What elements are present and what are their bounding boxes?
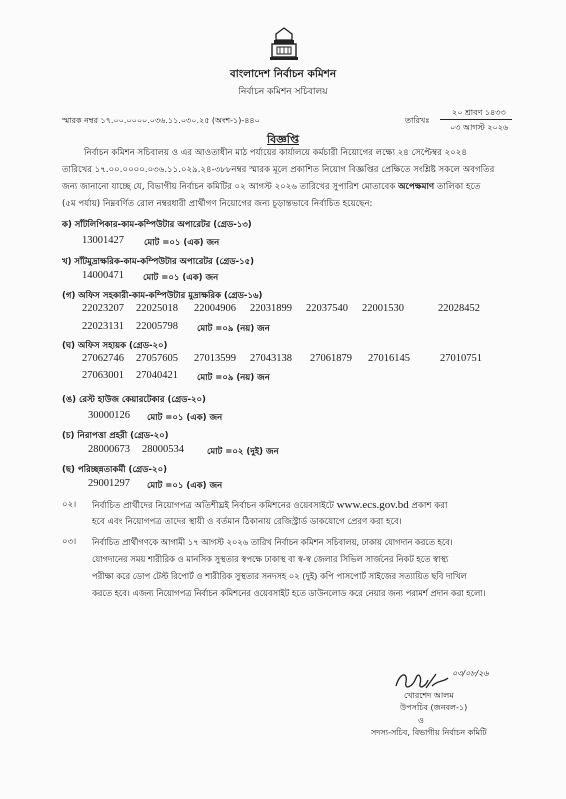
roll-number: 22023207 — [82, 303, 124, 314]
roll-number: 28000534 — [142, 444, 184, 455]
section-chha-total: মোট =০১ (এক) জন — [147, 481, 223, 491]
intro-line-4: (৫ম পর্যায়) নিম্নবর্ণিত রোল নম্বরধারী প্রার্থীগণ নিয়োগের জন্য চূড়ান্তভাবে নির্বাচিত হয়েছেন: — [62, 199, 373, 209]
organization-name: বাংলাদেশ নির্বাচন কমিশন — [229, 68, 337, 80]
intro-line-1: নির্বাচন কমিশন সচিবালয় ও এর আওতাধীন মাঠ পর্যায়ের কার্যালয়ে কর্মচারী নিয়োগের লক্ষ্যে ২৪ সেপ্টেম্বর ২০২৪ — [84, 148, 467, 158]
secretariat-name: নির্বাচন কমিশন সচিবালয় — [238, 87, 328, 97]
section-nga-total: মোট =০১ (এক) জন — [147, 413, 223, 423]
section-cha-heading: (চ) নিরাপত্তা প্রহরী (গ্রেড-২০) — [62, 431, 169, 441]
section-ga-total: মোট =০৯ (নয়) জন — [197, 324, 270, 334]
roll-number: 27010751 — [440, 353, 482, 364]
section-ka-total: মোট =০১ (এক) জন — [144, 238, 220, 248]
roll-number: 13001427 — [82, 235, 124, 246]
signatory-name: খোরশেদ আলম — [404, 691, 454, 700]
date-english: ০৩ আগস্ট ২০২৬ — [450, 123, 509, 132]
roll-number: 22037540 — [306, 303, 348, 314]
roll-number: 22028452 — [438, 303, 480, 314]
note-02-line-1 — [92, 497, 447, 515]
roll-number: 27057605 — [136, 353, 178, 364]
intro-line-3-text: জন্য জানানো যাচ্ছে যে, বিভাগীয় নির্বাচন কমিটির ০২ আগস্ট ২০২৬ তারিখের সুপারিশ মোতাবেক — [62, 182, 396, 192]
roll-number: 22005798 — [136, 321, 178, 332]
government-emblem — [268, 26, 300, 62]
roll-number: 14000471 — [82, 270, 124, 281]
section-nga-heading: (ঙ) রেস্ট হাউজ কেয়ারটেকার (গ্রেড-২০) — [62, 395, 206, 405]
note-03-line-3: পরীক্ষা করে ডোপ টেস্ট রিপোর্ট ও শারীরিক সুস্থতার সনদসহ ০২ (দুই) কপি পাসপোর্ট সাইজের সত্যায়িত ছবি দাখিল — [92, 571, 467, 581]
roll-number: 22031899 — [250, 303, 292, 314]
intro-line-2: তারিখের ১৭.০০.০০০০.০৩৬.১১.০২৯.২৪-৩৮৮নম্বর স্মারক মূলে প্রকাশিত নিয়োগ বিজ্ঞপ্তির প্রেক্ষিতে সংশ্লিষ্ট সকলে অবগতির — [62, 165, 495, 175]
memo-number: স্মারক নম্বর ১৭.০০.০০০০.০৩৬.১১.০৩০.২৫ (অংশ-১)-৪৪০ — [62, 116, 260, 125]
section-gha-heading: (ঘ) অফিস সহায়ক (গ্রেড-২০) — [62, 341, 168, 351]
intro-line-3 — [62, 179, 480, 196]
roll-number: 29001297 — [88, 478, 130, 489]
section-kha-heading: খ) সাঁটমুদ্রাক্ষরিক-কাম-কম্পিউটার অপারেটর (গ্রেড-১৫) — [62, 257, 255, 267]
roll-number: 22023131 — [82, 321, 124, 332]
note-02-number: ০২। — [62, 500, 77, 510]
date-label: তারিখঃ — [405, 116, 430, 125]
section-gha-total: মোট =০৯ (নয়) জন — [197, 373, 270, 383]
date-bangla: ২০ শ্রাবণ ১৪৩৩ — [452, 108, 506, 117]
roll-number: 22001530 — [362, 303, 404, 314]
note-02-text: নির্বাচিত প্রার্থীদের নিয়োগপত্র অতিশীঘ্রই নির্বাচন কমিশনের ওয়েবসাইটে — [92, 501, 334, 511]
section-ga-heading: (গ) অফিস সহকারী-কাম-কম্পিউটার মুদ্রাক্ষরিক (গ্রেড-১৬) — [62, 291, 263, 301]
section-kha-total: মোট =০১ (এক) জন — [143, 273, 219, 283]
signatory-designation: উপসচিব (জনবল-১) — [400, 703, 468, 712]
note-02-text-tail: প্রকাশ করা — [411, 501, 448, 511]
roll-number: 27062746 — [82, 353, 124, 364]
date-divider — [440, 119, 512, 120]
signature-date: ০৩/০৮/২৬ — [452, 669, 489, 678]
section-ka-heading: ক) সাঁটলিপিকার-কাম-কম্পিউটার অপারেটর (গ্রেড-১৩) — [62, 220, 252, 230]
note-03-line-1: নির্বাচিত প্রার্থীগণকে আগামী ১৭ আগস্ট ২০২৬ তারিখ নির্বাচন কমিশন সচিবালয়, ঢাকায় যোগদান করতে হবে। — [92, 537, 453, 547]
roll-number: 27043138 — [250, 353, 292, 364]
note-03-number: ০৩। — [62, 537, 77, 547]
section-cha-total: মোট =০২ (দুই) জন — [207, 447, 279, 457]
roll-number: 27013599 — [194, 353, 236, 364]
notice-title: বিজ্ঞপ্তি — [267, 133, 299, 146]
note-03-line-4: করতে হবে। এজন্য নিয়োগপত্র নির্বাচন কমিশনের ওয়েবসাইট হতে ডাউনলোড করে নেয়ার জন্য পরামর্শ প্রদান করা হলো। — [92, 588, 486, 598]
roll-number: 27040421 — [136, 370, 178, 381]
roll-number: 27063001 — [82, 370, 124, 381]
signatory-and: ও — [418, 716, 424, 725]
roll-number: 22025018 — [136, 303, 178, 314]
roll-number: 30000126 — [88, 410, 130, 421]
website-link[interactable]: www.ecs.gov.bd — [336, 499, 409, 511]
waitlist-tail: তালিকা হতে — [436, 182, 481, 192]
roll-number: 27016145 — [368, 353, 410, 364]
note-02-line-2: হবে এবং নিয়োগপত্র তাদের স্থায়ী ও বর্তমান ঠিকানায় রেজিস্ট্রার্ড ডাকযোগে প্রেরণ করা হবে। — [92, 517, 402, 527]
section-chha-heading: (ছ) পরিচ্ছন্নতাকর্মী (গ্রেড-২০) — [62, 465, 167, 475]
waitlist-word: অপেক্ষমাণ — [398, 182, 435, 192]
signatory-committee-role: সদস্য-সচিব, বিভাগীয় নির্বাচন কমিটি — [371, 728, 487, 737]
roll-number: 22004906 — [194, 303, 236, 314]
roll-number: 27061879 — [310, 353, 352, 364]
note-03-line-2: যোগদানের সময় শারীরিক ও মানসিক সুস্থতার স্বপক্ষে ঢাকাস্থ বা স্ব-স্ব জেলার সিভিল সার্জনের নিকট হতে স্বাস্থ্য — [92, 554, 449, 564]
roll-number: 28000673 — [88, 444, 130, 455]
